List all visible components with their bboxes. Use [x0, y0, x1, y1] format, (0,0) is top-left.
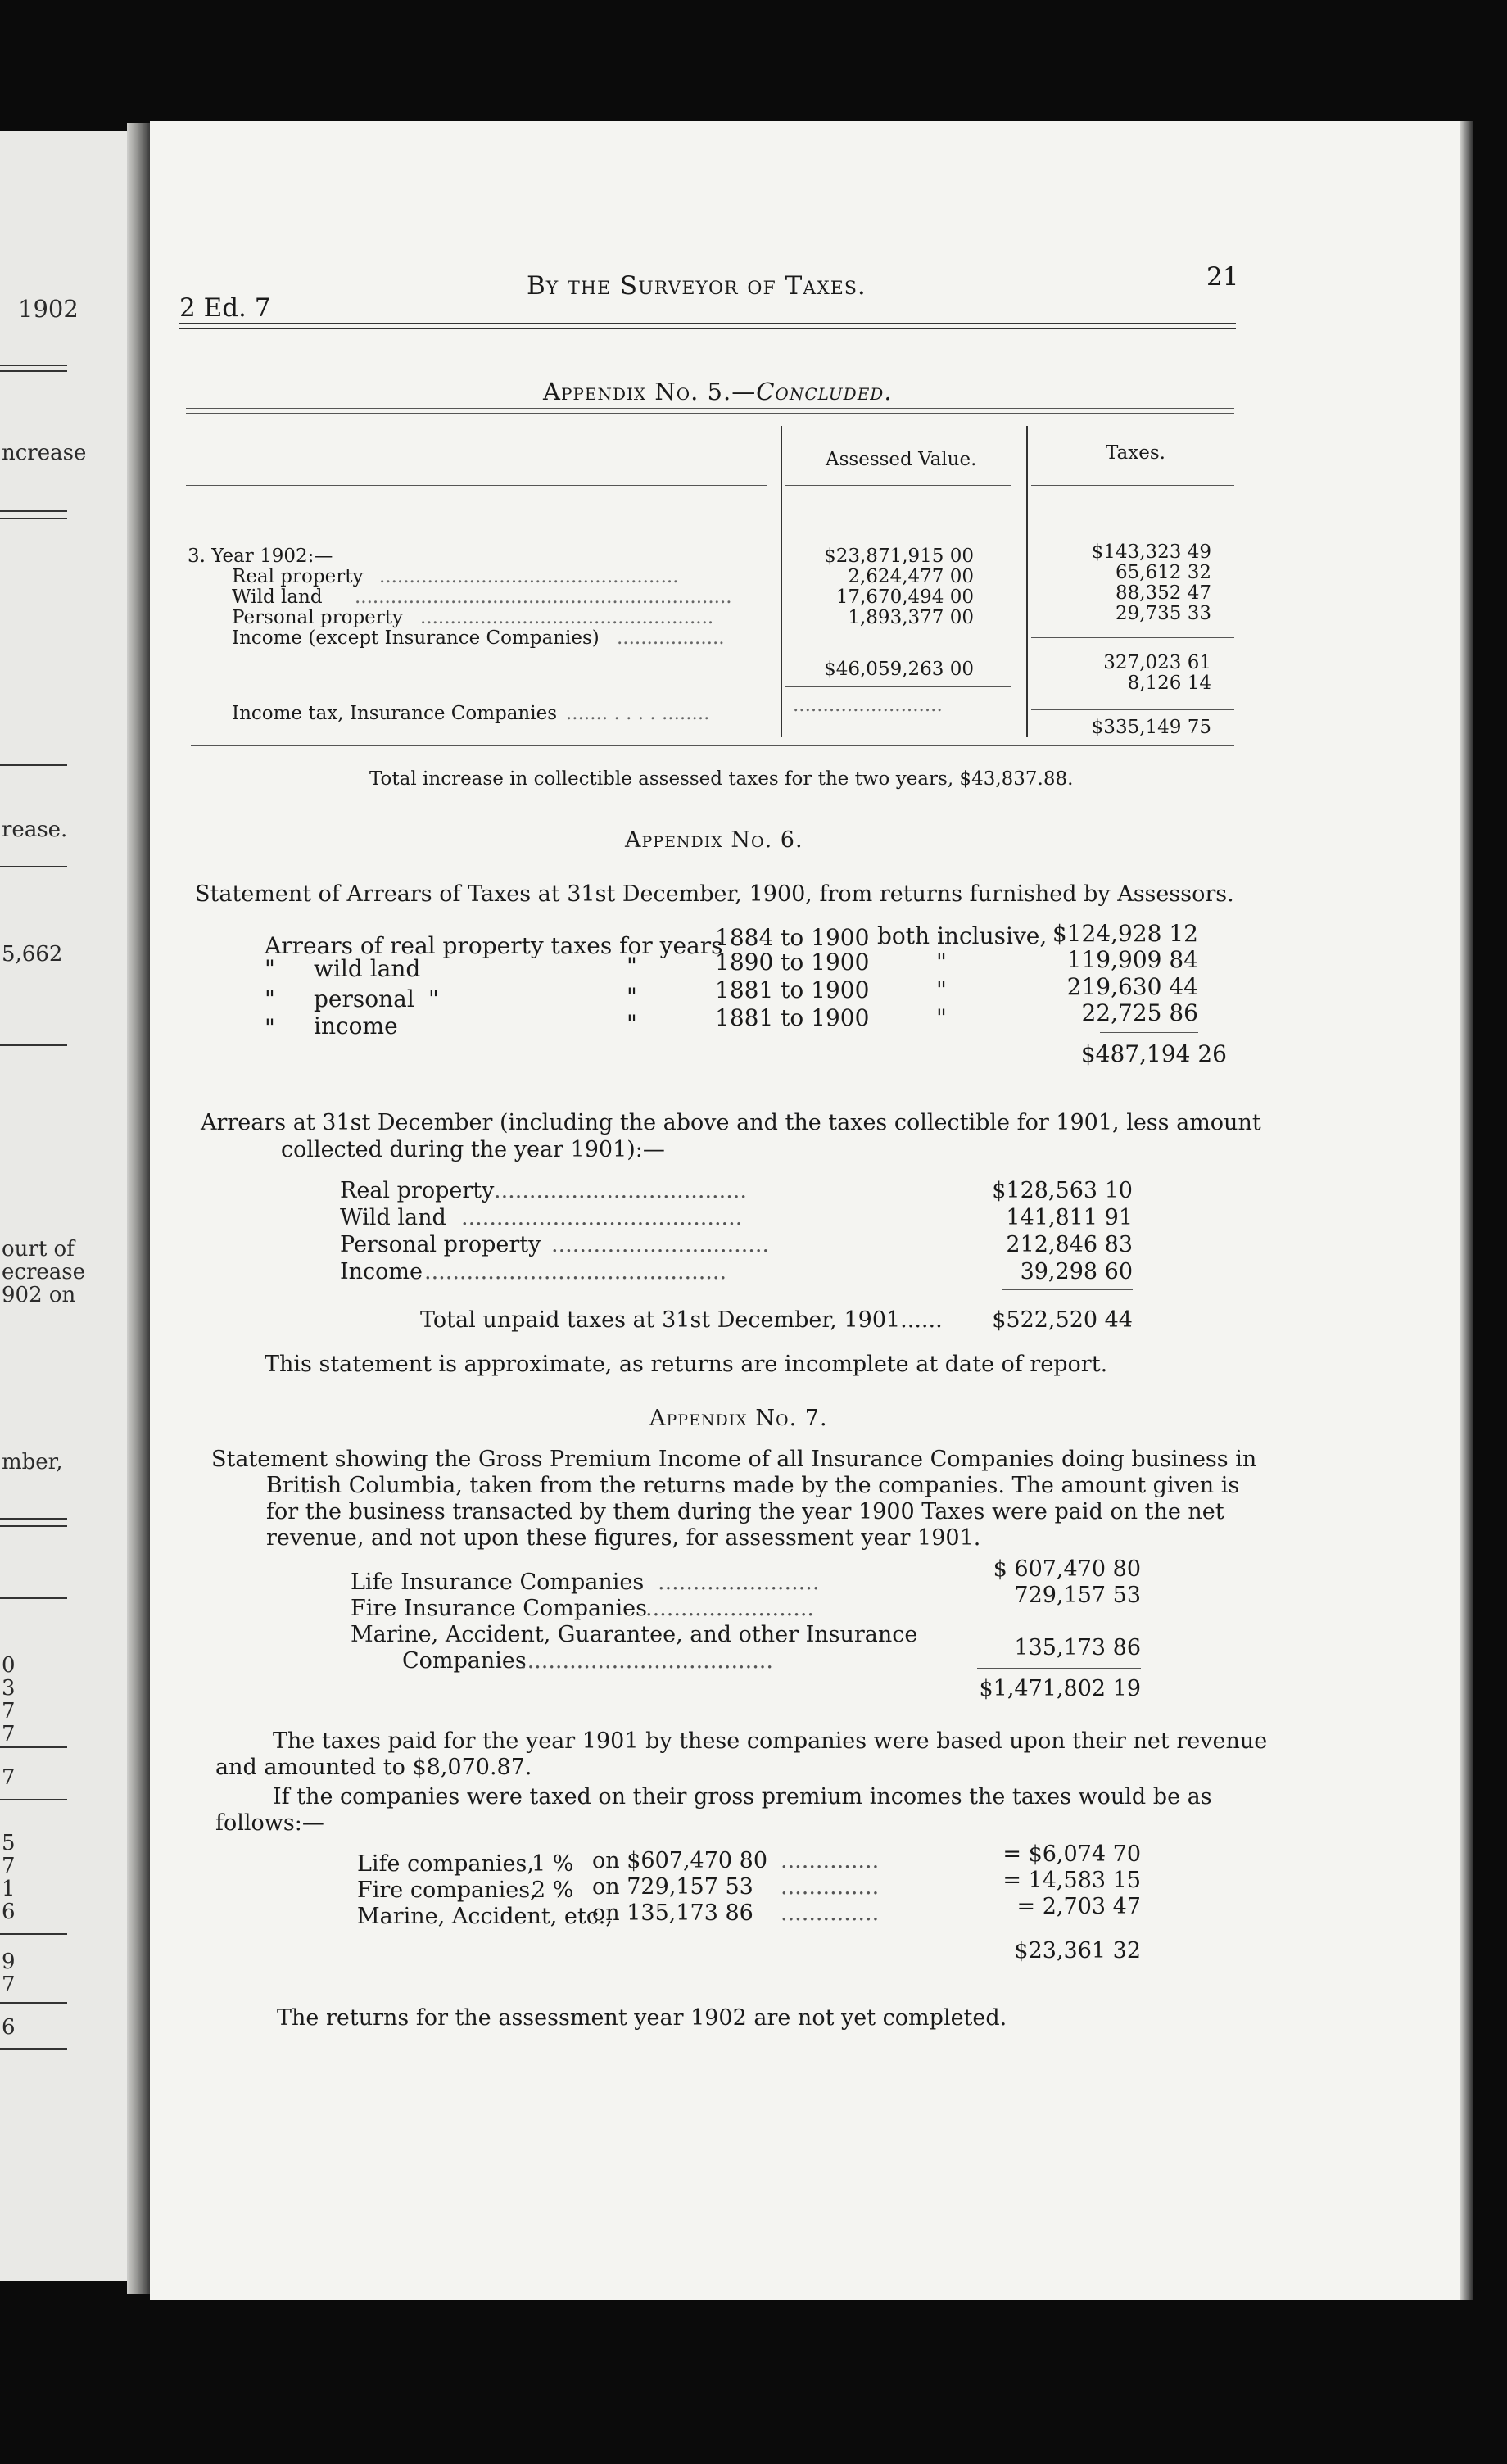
left-fragment: ourt of	[2, 1237, 75, 1261]
right-page: 2 Ed. 7 By the Surveyor of Taxes. 21 Appendix No. 5.—Concluded. Assessed Value. Taxes. 3. Year 1902:— Real property Wild land Personal property Income (except Insurance Companies) .................................................. ............................................................... ................................................. .................. $23,871,915 00 2,624,477 00 17,670,494 00 1,893,377 00 $143,323 49 65,612 32 88,352 47 29,735 33 $46,059,263 00 327,023 61 8,126 14 Income tax, Insurance Companies ....... . . . . ........ ......................... $335,149 75 Total increase in collectible assessed taxes for the two years, $43,837.88. Appendix No. 6. Statement of Arrears of Taxes at 31st December, 1900, from returns furnished by Assessors. Arrears of real property taxes for years 1884 to 1900 both inclusive, $124,928 12 " wild land " 1890 to 1900 " 119,909 84 " personal " " 1881 to 1900 " 219,630 44 " income " 1881 to 1900 " 22,725 86 $487,194 26 Arrears at 31st December (including the above and the taxes collectible for 1901, less amount collected during the year 1901):— Real property .................................... $128,563 10 Wild land ........................................ 141,811 91 Personal property ............................... 212,846 83 Income ........................................... 39,298 60 Total unpaid taxes at 31st December, 1901...... $522,520 44 This statement is approximate, as returns are incomplete at date of report. Appendix No. 7. Statement showing the Gross Premium Income of all Insurance Companies doing business in British Columbia, taken from the returns made by the companies. The amount given is for the business transacted by them during the year 1900 Taxes were paid on the net revenue, and not upon these figures, for assessment year 1901. Life Insurance Companies ....................... $ 607,470 80 Fire Insurance Companies ........................ 729,157 53 Marine, Accident, Guarantee, and other Insurance Companies .................................... 135,173 86 $1,471,802 19 The taxes paid for the year 1901 by these companies were based upon their net revenue and amounted to $8,070.87. If the companies were taxed on their gross premium incomes the taxes would be as follows:— Life companies, 1 % on $607,470 80 .............. = $6,074 70 Fire companies, 2 % on 729,157 53 .............. = 14,583 15 Marine, Accident, etc., on 135,173 86 .............. = 2,703 47 $23,361 32 The returns for the assessment year 1902 are not yet completed.	[150, 121, 1460, 2300]
unpaid-amount: 212,846 83	[1006, 1232, 1133, 1257]
page-number: 21	[1206, 262, 1239, 292]
calc-result: = 2,703 47	[1016, 1894, 1141, 1919]
left-fragment: mber,	[2, 1450, 63, 1474]
running-head-left: 2 Ed. 7	[179, 293, 271, 323]
taxes-value: 29,735 33	[1115, 603, 1211, 624]
calc-result: = 14,583 15	[1002, 1868, 1141, 1893]
premium-amount: 729,157 53	[1014, 1583, 1141, 1608]
gross-premium-paragraph: If the companies were taxed on their gross premium incomes the taxes would be as	[273, 1784, 1212, 1810]
arrears-amount: 22,725 86	[1081, 999, 1198, 1026]
returns-note: The returns for the assessment year 1902 are not yet completed.	[277, 2005, 1007, 2031]
left-page-fragment	[0, 131, 127, 2281]
unpaid-label: Wild land	[340, 1205, 446, 1230]
calc-label: Life companies,	[357, 1851, 534, 1877]
running-head-title: By the Surveyor of Taxes.	[527, 271, 867, 301]
unpaid-total-label: Total unpaid taxes at 31st December, 1901......	[420, 1307, 943, 1333]
left-fragment: 3	[2, 1676, 16, 1701]
left-fragment: 902 on	[2, 1283, 76, 1307]
arrears-amount: $124,928 12	[1052, 920, 1198, 947]
calc-base: on 729,157 53	[592, 1874, 754, 1900]
left-fragment: 7	[2, 1765, 16, 1790]
net-revenue-paragraph: The taxes paid for the year 1901 by these companies were based upon their net revenue	[273, 1728, 1268, 1754]
arrears-label: personal	[314, 985, 414, 1012]
arrears-years: 1890 to 1900	[715, 949, 870, 976]
page-edge-shadow	[1460, 121, 1473, 2300]
year-label: 3. Year 1902:—	[188, 546, 333, 567]
appendix5-title: Appendix No. 5.—Concluded.	[543, 378, 893, 405]
arrears-label: income	[314, 1012, 398, 1040]
left-fragment: 0	[2, 1653, 16, 1678]
taxes-grand-total: $335,149 75	[1091, 717, 1211, 738]
left-fragment: 7	[2, 1722, 16, 1746]
arrears-paragraph: Arrears at 31st December (including the above and the taxes collectible for 1901, less amount	[201, 1110, 1261, 1135]
left-fragment: 7	[2, 1854, 16, 1878]
premium-amount: $ 607,470 80	[993, 1556, 1141, 1582]
left-fragment: 7	[2, 1699, 16, 1723]
assessed-total: $46,059,263 00	[824, 659, 974, 680]
unpaid-amount: $128,563 10	[992, 1178, 1133, 1203]
insurance-label: Income tax, Insurance Companies	[232, 703, 558, 724]
premium-label: Life Insurance Companies	[351, 1569, 645, 1595]
premium-amount: 135,173 86	[1014, 1635, 1141, 1660]
arrears-label: wild land	[314, 955, 421, 982]
row-label: Personal property	[232, 607, 404, 628]
arrears-note: "	[936, 1004, 947, 1031]
row-label: Real property	[232, 566, 364, 587]
taxes-value: $143,323 49	[1091, 541, 1211, 563]
assessed-value: 1,893,377 00	[848, 607, 974, 628]
premium-label: Marine, Accident, Guarantee, and other Insurance	[351, 1622, 918, 1647]
calc-label: Marine, Accident, etc.,	[357, 1904, 613, 1929]
arrears-years: 1884 to 1900	[715, 924, 870, 951]
left-page-year: 1902	[18, 295, 79, 323]
left-fragment: 7	[2, 1973, 16, 1997]
unpaid-label: Income	[340, 1259, 423, 1284]
arrears-total: $487,194 26	[1080, 1040, 1227, 1067]
premium-label: Fire Insurance Companies	[351, 1596, 647, 1621]
arrears-years: 1881 to 1900	[715, 976, 870, 1003]
unpaid-label: Personal property	[340, 1232, 541, 1257]
left-fragment: rease.	[2, 818, 68, 842]
increase-note: Total increase in collectible assessed taxes for the two years, $43,837.88.	[369, 768, 1074, 790]
premium-paragraph: revenue, and not upon these figures, for assessment year 1901.	[266, 1525, 981, 1551]
assessed-value: 17,670,494 00	[835, 587, 974, 608]
arrears-amount: 119,909 84	[1066, 946, 1198, 973]
left-fragment: 6	[2, 2015, 16, 2040]
unpaid-total: $522,520 44	[992, 1307, 1133, 1333]
premium-paragraph: for the business transacted by them during the year 1900 Taxes were paid on the net	[266, 1499, 1224, 1524]
left-fragment: 5,662	[2, 942, 63, 967]
taxes-value: 65,612 32	[1115, 562, 1211, 583]
calc-result: = $6,074 70	[1002, 1841, 1141, 1867]
column-header-taxes: Taxes.	[1106, 442, 1165, 464]
assessed-value: 2,624,477 00	[848, 566, 974, 587]
arrears-amount: 219,630 44	[1066, 973, 1198, 1000]
appendix7-title: Appendix No. 7.	[649, 1406, 828, 1431]
calc-rate: 1 %	[532, 1851, 574, 1877]
row-label: Wild land	[232, 587, 323, 608]
left-fragment: ncrease	[2, 441, 87, 465]
calc-total: $23,361 32	[1014, 1938, 1141, 1964]
approx-note: This statement is approximate, as returns are incomplete at date of report.	[265, 1352, 1108, 1377]
unpaid-amount: 39,298 60	[1020, 1259, 1133, 1284]
arrears-years: 1881 to 1900	[715, 1004, 870, 1031]
arrears-note: "	[936, 949, 947, 976]
premium-total: $1,471,802 19	[979, 1676, 1141, 1701]
arrears-label: Arrears of real property taxes for years	[265, 932, 723, 959]
assessed-value: $23,871,915 00	[824, 546, 974, 567]
arrears-statement: Statement of Arrears of Taxes at 31st December, 1900, from returns furnished by Assessors.	[195, 881, 1234, 907]
gross-premium-paragraph: follows:—	[215, 1810, 324, 1836]
left-fragment: ecrease	[2, 1260, 85, 1284]
arrears-note: both inclusive,	[877, 922, 1048, 949]
left-fragment: 5	[2, 1831, 16, 1855]
taxes-value: 88,352 47	[1115, 582, 1211, 604]
book-spine	[127, 123, 150, 2294]
appendix6-title: Appendix No. 6.	[625, 827, 803, 853]
left-fragment: 6	[2, 1900, 16, 1924]
unpaid-amount: 141,811 91	[1006, 1205, 1133, 1230]
premium-label-continued: Companies	[402, 1648, 527, 1674]
calc-base: on $607,470 80	[592, 1848, 767, 1873]
calc-rate: 2 %	[532, 1877, 574, 1903]
left-fragment: 9	[2, 1950, 16, 1974]
row-label: Income (except Insurance Companies)	[232, 627, 600, 649]
net-revenue-paragraph: and amounted to $8,070.87.	[215, 1755, 532, 1780]
premium-paragraph: British Columbia, taken from the returns made by the companies. The amount given is	[266, 1473, 1240, 1498]
taxes-subtotal: 327,023 61	[1103, 652, 1211, 673]
calc-label: Fire companies,	[357, 1877, 537, 1903]
unpaid-label: Real property	[340, 1178, 495, 1203]
premium-paragraph: Statement showing the Gross Premium Income of all Insurance Companies doing business in	[211, 1447, 1257, 1472]
arrears-paragraph: collected during the year 1901):—	[281, 1137, 665, 1162]
arrears-note: "	[936, 976, 947, 1003]
column-header-assessed: Assessed Value.	[826, 449, 977, 470]
left-fragment: 1	[2, 1877, 16, 1901]
insurance-taxes: 8,126 14	[1127, 673, 1211, 694]
calc-base: on 135,173 86	[592, 1900, 754, 1926]
